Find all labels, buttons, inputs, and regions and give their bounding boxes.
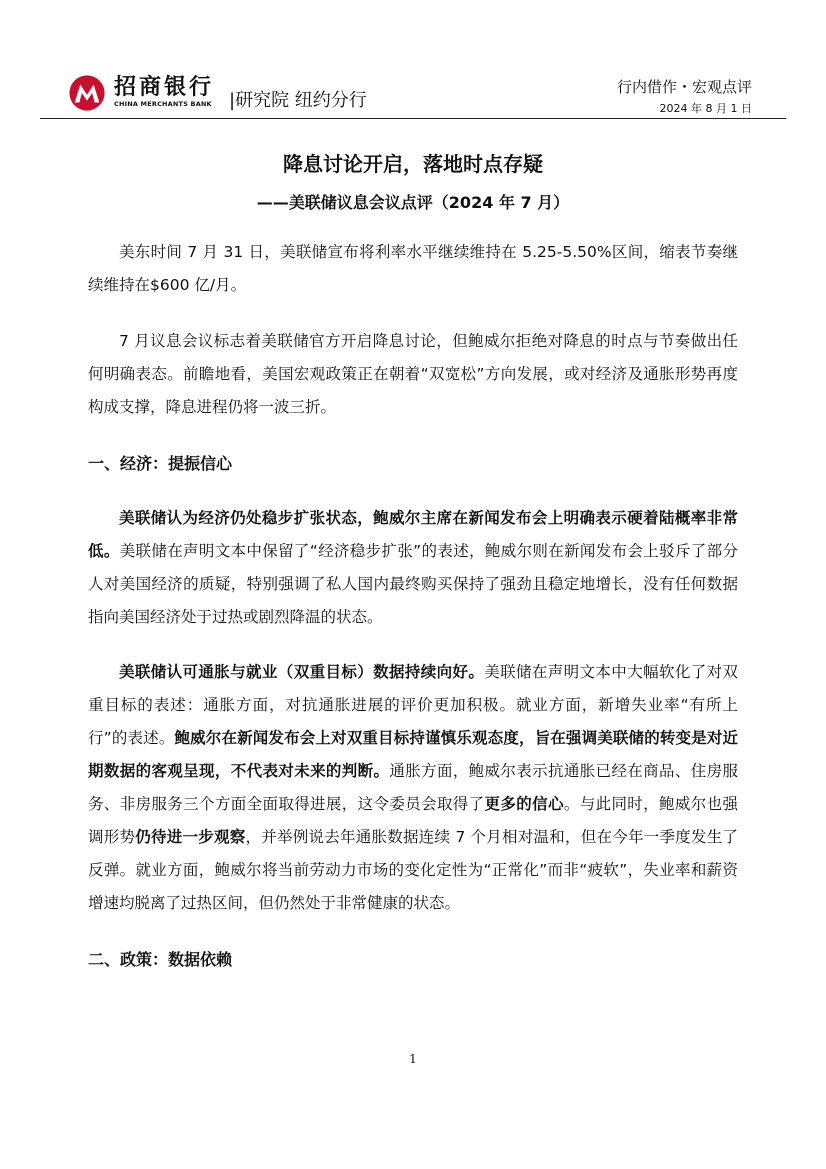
- document-subtitle: ——美联储议息会议点评（2024 年 7 月）: [256, 193, 570, 212]
- intro-paragraph-1: 美东时间 7 月 31 日，美联储宣布将利率水平继续维持在 5.25-5.50%区间，缩表节奏继续维持在$600 亿/月。: [88, 243, 738, 294]
- bold-text: 仍待进一步观察: [135, 828, 246, 846]
- department-label: |研究院 纽约分行: [229, 90, 367, 111]
- report-type: 行内借作・宏观点评: [616, 78, 752, 96]
- bold-text: 美联储认为经济仍处稳步扩张状态，鲍威尔主席在新闻发布会上明确表示硬着陆概率非常低。: [88, 509, 738, 560]
- bold-text: 更多的信心: [484, 795, 564, 813]
- page-number: 1: [409, 1052, 417, 1066]
- body-text: 美联储在声明文本中保留了“经济稳步扩张”的表述，鲍威尔则在新闻发布会上驳斥了部分人对美国经济的质疑，特别强调了私人国内最终购买保持了强劲且稳定地增长，没有任何数据指向美国经济处于过热或剧烈降温的状态。: [88, 542, 738, 626]
- brand-name: 招商银行: [114, 75, 215, 100]
- body-text: 。与此同时，鲍威尔也强调形势: [88, 795, 738, 846]
- intro-paragraph-2: 7 月议息会议标志着美联储官方开启降息讨论，但鲍威尔拒绝对降息的时点与节奏做出任何明确表态。前瞻地看，美国宏观政策正在朝着“双宽松”方向发展，或对经济及通胀形势再度构成支撑，降息进程仍将一波三折。: [88, 332, 738, 416]
- report-date: 2024 年 8 月 1 日: [659, 102, 752, 115]
- body-text: 通胀方面，鲍威尔表示抗通胀已经在商品、住房服务、非房服务三个方面全面取得进展，这令委员会取得了: [88, 762, 738, 813]
- header-divider: [40, 118, 786, 119]
- bold-text: 鲍威尔在新闻发布会上对双重目标持谨慎乐观态度，旨在强调美联储的转变是对近期数据的客观呈现，不代表对未来的判断。: [88, 729, 738, 780]
- document-title: 降息讨论开启，落地时点存疑: [283, 152, 543, 176]
- report-header: [0, 0, 826, 120]
- bold-text: 美联储认可通胀与就业（双重目标）数据持续向好。: [119, 663, 485, 681]
- cmb-logo-icon: [68, 74, 106, 112]
- body-text: ，并举例说去年通胀数据连续 7 个月相对温和，但在今年一季度发生了反弹。就业方面，鲍威尔将当前劳动力市场的变化定性为“正常化”而非“疲软”，失业率和薪资增速均脱离了过热区间，但仍然处于非常健康的状态。: [88, 828, 738, 912]
- economy-paragraph-2: [88, 656, 738, 920]
- section-heading-economy: 一、经济：提振信心: [88, 454, 233, 473]
- document-body: [88, 236, 738, 976]
- body-text: 美联储在声明文本中大幅软化了对双重目标的表述：通胀方面，对抗通胀进展的评价更加积极。就业方面，新增失业率“有所上行”的表述。: [88, 663, 738, 747]
- section-heading-policy: 二、政策：数据依赖: [88, 950, 233, 969]
- brand-english-name: CHINA MERCHANTS BANK: [114, 100, 212, 108]
- economy-paragraph-1: [88, 502, 738, 634]
